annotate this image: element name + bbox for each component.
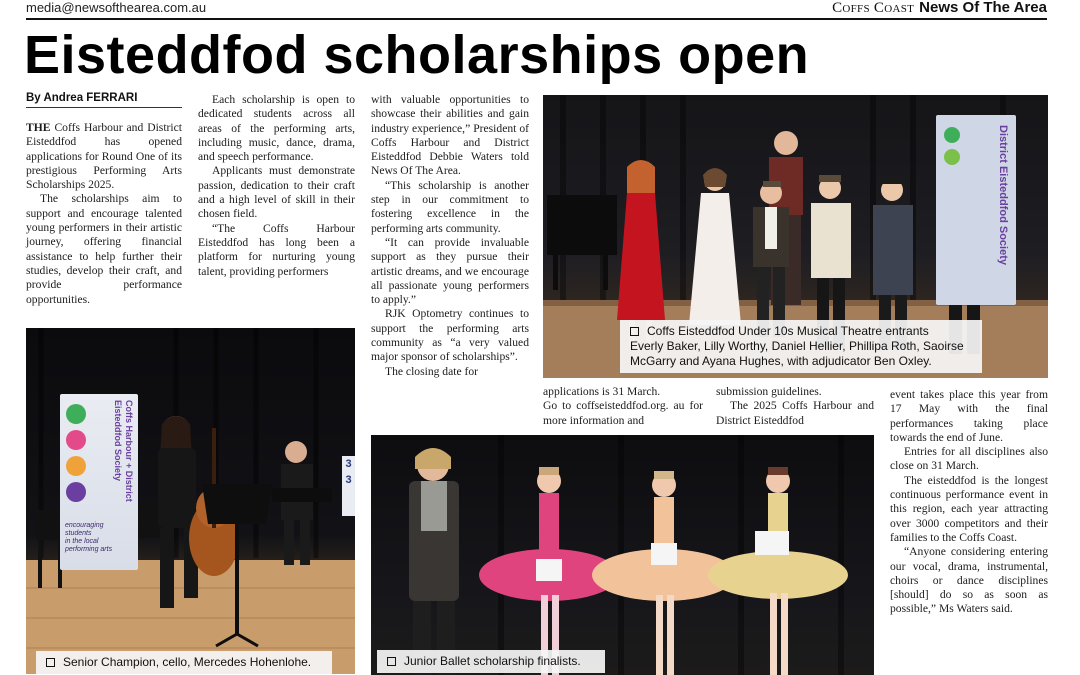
photo-caption: Senior Champion, cello, Mercedes Hohenlohe. xyxy=(36,651,332,674)
text-column-5 xyxy=(716,385,874,428)
ballet-scene xyxy=(371,435,874,675)
caption-bullet-icon xyxy=(46,658,55,667)
text-column-4 xyxy=(543,385,703,428)
text-column-1 xyxy=(26,121,182,307)
headline: Eisteddfod scholarships open xyxy=(24,25,810,85)
photo-caption: Coffs Eisteddfod Under 10s Musical Theatre entrants Everly Baker, Lilly Worthy, Daniel Hellier, Phillipa Roth, Saoirse McGarry and Ayana Hughes, with adjudicator Ben Oxley. xyxy=(620,320,982,373)
paragraph: The scholarships aim to support and encourage talented young performers in their artistic journey, offering financial assistance to help further their studies, develop their craft, and provide performance opportunities. xyxy=(26,192,182,306)
paragraph: Entries for all disciplines also close on 31 March. xyxy=(890,445,1048,473)
stage-sign: 3 3 xyxy=(342,456,355,516)
paragraph: Each scholarship is open to dedicated students across all areas of the performing arts, including music, dance, drama, and speech performance. xyxy=(198,93,355,164)
text-column-6 xyxy=(890,388,1048,617)
caption-bullet-icon xyxy=(630,327,639,336)
photo-junior-ballet-finalists xyxy=(371,435,874,675)
paragraph: Go to coffseisteddfod.org. au for more information and xyxy=(543,399,703,427)
masthead-region: Coffs Coast xyxy=(832,0,915,16)
banner-logo-icon xyxy=(66,404,86,424)
masthead-title: News Of The Area xyxy=(919,0,1047,16)
text-column-3 xyxy=(371,93,529,379)
page-header xyxy=(0,0,1080,18)
caption-bullet-icon xyxy=(387,657,396,666)
header-rule xyxy=(26,18,1047,20)
banner-text: Coffs Harbour + District Eisteddfod Society xyxy=(113,400,134,502)
paragraph: submission guidelines. xyxy=(716,385,822,398)
paragraph: RJK Optometry continues to support the performing arts community as “a very valued major sponsor of scholarships”. xyxy=(371,307,529,364)
banner-logo-icon xyxy=(66,456,86,476)
photo-musical-theatre-entrants xyxy=(543,95,1048,378)
text-column-2 xyxy=(198,93,355,279)
eisteddfod-banner xyxy=(60,394,138,570)
banner-logo-icon xyxy=(944,127,960,143)
paragraph: “The Coffs Harbour Eisteddfod has long been a platform for nurturing young talent, providing performers xyxy=(198,221,355,278)
photo-cello-champion xyxy=(26,328,355,674)
contact-email[interactable]: media@newsofthearea.com.au xyxy=(26,0,207,15)
byline: By Andrea FERRARI xyxy=(26,92,182,108)
paragraph: “This scholarship is another step in our commitment to fostering excellence in the performing arts community. xyxy=(371,178,529,235)
photo-caption: Junior Ballet scholarship finalists. xyxy=(377,650,605,673)
paragraph: “Anyone considering entering our vocal, drama, instrumental, choirs or dance disciplines [should] do so as soon as possible,” Ms Waters said. xyxy=(890,545,1048,616)
banner-logo-icon xyxy=(66,430,86,450)
paragraph: The closing date for xyxy=(385,364,479,378)
banner-tagline: encouraging students in the local performing arts xyxy=(65,522,113,553)
paragraph: The 2025 Coffs Harbour and District Eisteddfod xyxy=(716,399,874,427)
paragraph: “It can provide invaluable support as they pursue their artistic dreams, and we encourage all passionate young performers to apply.” xyxy=(371,235,529,307)
banner-text: District Eisteddfod Society xyxy=(997,125,1009,265)
paragraph: Applicants must demonstrate passion, dedication to their craft and a high level of skill in their chosen field. xyxy=(198,164,355,221)
banner-logo-icon xyxy=(66,482,86,502)
paragraph: applications is 31 March. xyxy=(543,385,661,398)
paragraph: The eisteddfod is the longest continuous performance event in this region, each year attracting over 3000 competitors and their families to the Coffs Coast. xyxy=(890,473,1048,544)
paragraph: THE Coffs Harbour and District Eisteddfod has opened applications for Round One of its prestigious Performing Arts Scholarships 2025. xyxy=(26,121,182,192)
eisteddfod-banner xyxy=(936,115,1016,305)
banner-logo-icon xyxy=(944,149,960,165)
paragraph: event takes place this year from 17 May with the final performances taking place towards the end of June. xyxy=(890,388,1048,444)
paragraph: with valuable opportunities to showcase their abilities and gain industry experience,” President of Coffs Harbour and District Eisteddfod Debbie Waters told News Of The Area. xyxy=(371,93,529,178)
lead-word: THE xyxy=(26,121,51,134)
masthead xyxy=(832,0,1047,17)
